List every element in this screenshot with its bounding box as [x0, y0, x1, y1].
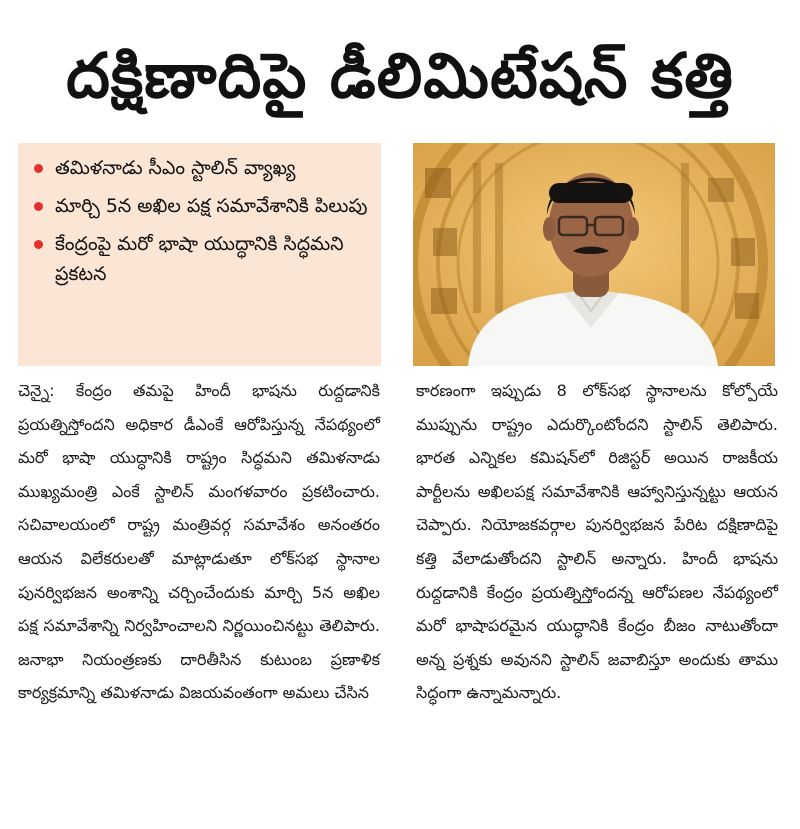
headline: దక్షిణాదిపై డీలిమిటేషన్ కత్తి — [66, 39, 734, 112]
bullet-dot-icon — [34, 164, 43, 173]
highlight-item — [32, 191, 369, 221]
person-photo-icon — [413, 143, 775, 366]
article-left-column — [18, 374, 380, 824]
highlight-text: మార్చి 5న అఖిల పక్ష సమావేశానికి పిలుపు — [55, 195, 368, 217]
bullet-dot-icon — [34, 240, 43, 249]
highlight-item — [32, 153, 369, 183]
bullet-dot-icon — [34, 202, 43, 211]
highlights-box — [18, 143, 381, 366]
highlight-text: తమిళనాడు సీఎం స్టాలిన్ వ్యాఖ్య — [55, 157, 296, 179]
highlight-text: కేంద్రంపై మరో భాషా యుద్ధానికి సిద్ధమని ప్రకటన — [55, 233, 344, 285]
article-body — [18, 374, 778, 824]
highlight-item — [32, 229, 369, 289]
article-right-column — [416, 374, 778, 824]
article-paragraph: కారణంగా ఇప్పుడు 8 లోక్‌సభ స్థానాలను కోల్పోయే ముప్పును రాష్ట్రం ఎదుర్కొంటోందని స్టాలిన్ తెలిపారు. భారత ఎన్నికల కమిషన్‌లో రిజిస్టర్ అయిన రాజకీయ పార్టీలను అఖిలపక్ష సమావేశానికి ఆహ్వానిస్తున్నట్టు ఆయన చెప్పారు. నియోజకవర్గాల పునర్విభజన పేరిట దక్షిణాదిపై కత్తి వేలాడుతోందని స్టాలిన్ అన్నారు. హిందీ భాషను రుద్దడానికి కేంద్రం ప్రయత్నిస్తోందన్న ఆరోపణల నేపథ్యంలో మరో భాషాపరమైన యుద్ధానికి కేంద్రం బీజం నాటుతోందా అన్న ప్రశ్నకు అవునని స్టాలిన్ జవాబిస్తూ అందుకు తాము సిద్ధంగా ఉన్నామన్నారు. — [416, 381, 778, 703]
article-paragraph: చెన్నై: కేంద్రం తమపై హిందీ భాషను రుద్దడానికి ప్రయత్నిస్తోందని అధికార డీఎంకే ఆరోపిస్తున్న నేపథ్యంలో మరో భాషా యుద్ధానికి రాష్ట్రం సిద్ధమని తమిళనాడు ముఖ్యమంత్రి ఎంకే స్టాలిన్ మంగళవారం ప్రకటించారు. సచివాలయంలో రాష్ట్ర మంత్రివర్గ సమావేశం అనంతరం ఆయన విలేకరులతో మాట్లాడుతూ లోక్‌సభ స్థానాల పునర్విభజన అంశాన్ని చర్చించేందుకు మార్చి 5న అఖిల పక్ష సమావేశాన్ని నిర్వహించాలని నిర్ణయించినట్టు తెలిపారు. జనాభా నియంత్రణకు దారితీసిన కుటుంబ ప్రణాళిక కార్యక్రమాన్ని తమిళనాడు విజయవంతంగా అమలు చేసిన — [18, 381, 380, 703]
